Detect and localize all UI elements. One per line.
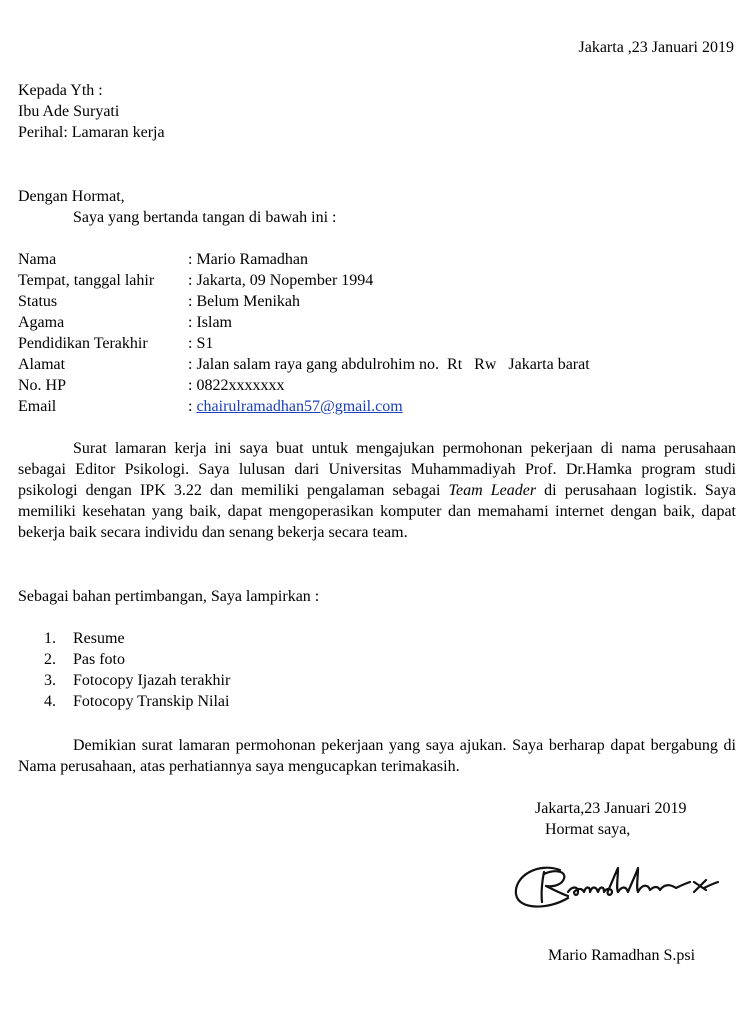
identity-value: : 0822xxxxxxx [188, 377, 285, 394]
identity-label: Agama [18, 314, 65, 331]
identity-label: Pendidikan Terakhir [18, 335, 148, 352]
signature-icon [508, 858, 728, 918]
intro-line: Saya yang bertanda tangan di bawah ini : [73, 209, 337, 226]
signer-name: Mario Ramadhan S.psi [548, 947, 696, 964]
identity-label: Email [18, 398, 57, 415]
email-link[interactable]: chairulramadhan57@gmail.com [196, 398, 403, 415]
letter-subject: Perihal: Lamaran kerja [18, 124, 165, 141]
closing-paragraph: Demikian surat lamaran permohonan pekerjaan yang saya ajukan. Saya berharap dapat bergabung di Nama perusahaan, atas perhatiannya saya mengucapkan terimakasih. [18, 737, 736, 775]
recipient-name: Ibu Ade Suryati [18, 103, 120, 120]
recipient-to: Kepada Yth : [18, 82, 103, 99]
list-item-number: 1. [44, 630, 56, 647]
identity-label: Tempat, tanggal lahir [18, 272, 155, 289]
identity-value [188, 396, 403, 417]
email-prefix: : [188, 398, 197, 415]
greeting: Dengan Hormat, [18, 188, 125, 205]
letter-date: Jakarta ,23 Januari 2019 [578, 39, 734, 56]
identity-value: : Belum Menikah [188, 293, 300, 310]
identity-label: Nama [18, 251, 57, 268]
list-item-number: 2. [44, 651, 56, 668]
identity-value: : Mario Ramadhan [188, 251, 308, 268]
list-item-text: Fotocopy Transkip Nilai [73, 693, 230, 710]
signoff-regards: Hormat saya, [545, 821, 631, 838]
body-paragraph [18, 438, 736, 543]
list-item-number: 3. [44, 672, 56, 689]
body-paragraph-italic: Team Leader [448, 482, 537, 499]
identity-value: : S1 [188, 335, 214, 352]
identity-label: No. HP [18, 377, 67, 394]
signoff-date: Jakarta,23 Januari 2019 [535, 800, 687, 817]
list-item-text: Fotocopy Ijazah terakhir [73, 672, 231, 689]
body-paragraph-part1: Surat lamaran kerja ini saya buat untuk mengajukan permohonan pekerjaan di nama perusahaan sebagai Editor Psikologi. Saya lulusan dari Universitas Muhammadiyah Prof. Dr.Hamka program studi psikologi dengan IPK 3.22 dan memiliki pengalaman sebagai [18, 440, 736, 499]
body-paragraph-part2: di perusahaan logistik. Saya memiliki kesehatan yang baik, dapat mengoperasikan komputer dan memahami internet dengan baik, dapat bekerja baik secara individu dan senang bekerja secara team. [18, 482, 737, 541]
identity-label: Alamat [18, 356, 66, 373]
identity-value: : Jakarta, 09 Nopember 1994 [188, 272, 374, 289]
identity-value: : Islam [188, 314, 232, 331]
identity-value: : Jalan salam raya gang abdulrohim no. Rt Rw Jakarta barat [188, 356, 590, 373]
list-item-text: Pas foto [73, 651, 125, 668]
list-item-number: 4. [44, 693, 56, 710]
attachments-intro: Sebagai bahan pertimbangan, Saya lampirkan : [18, 588, 320, 605]
identity-label: Status [18, 293, 58, 310]
list-item-text: Resume [73, 630, 125, 647]
